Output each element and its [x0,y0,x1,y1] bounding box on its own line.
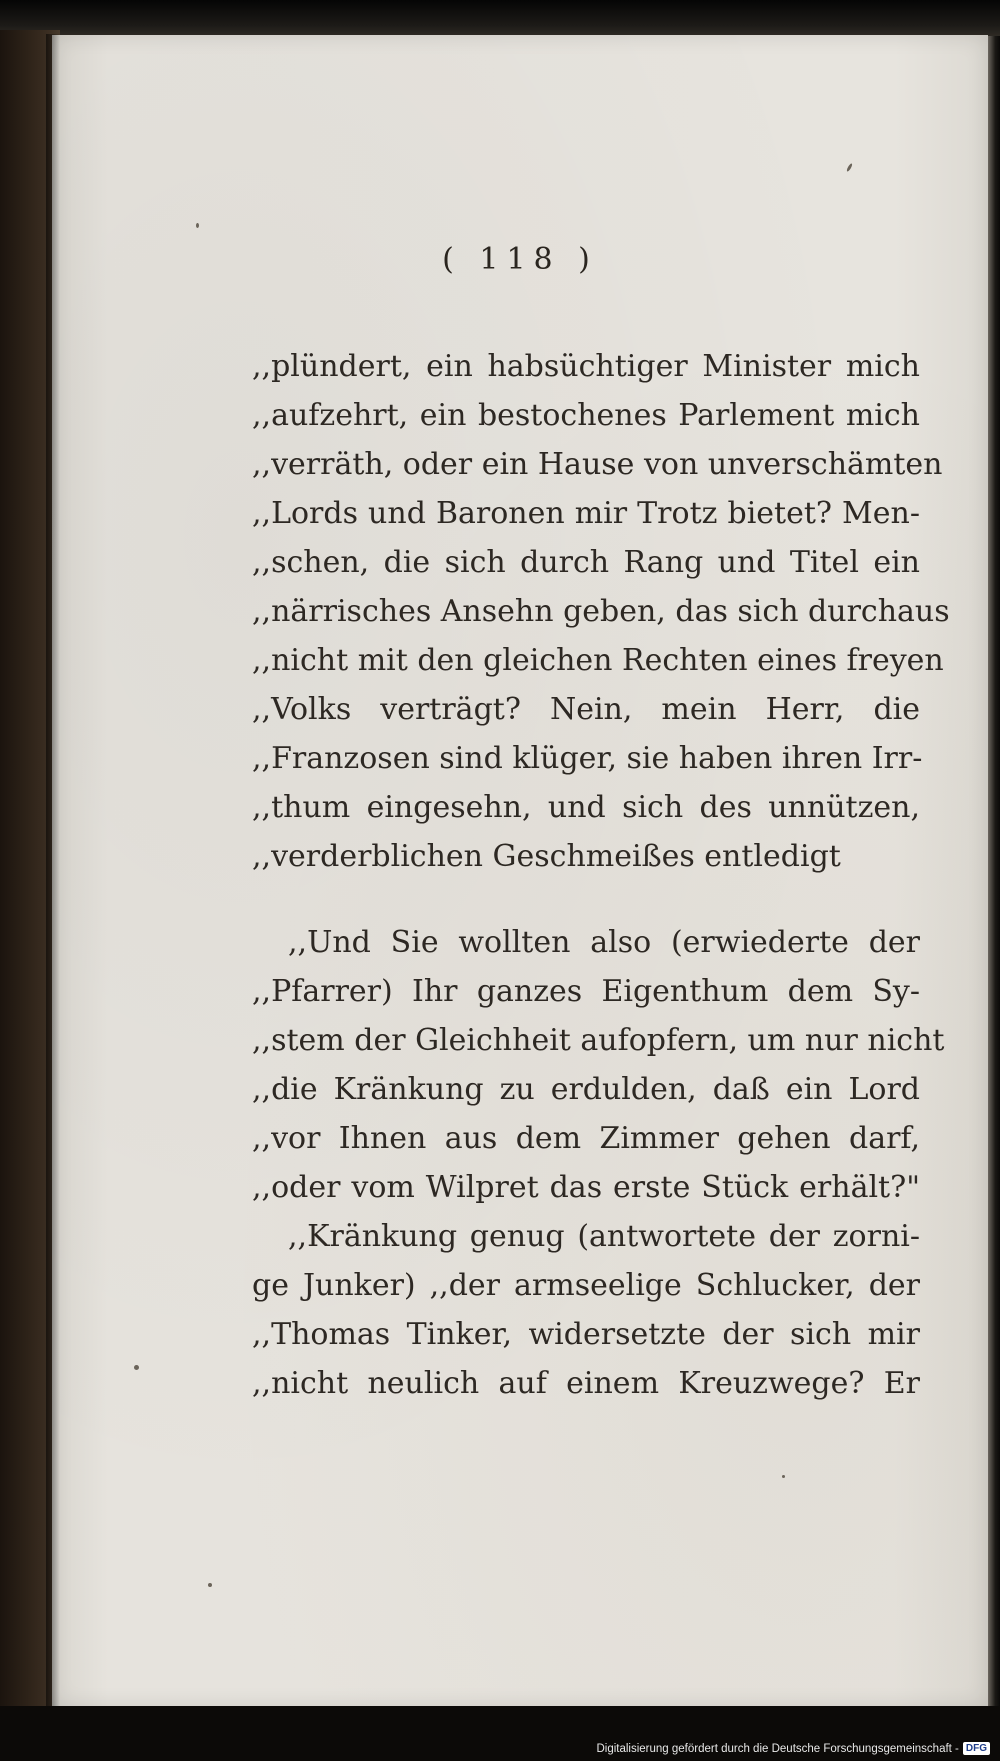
spine-shadow [46,34,60,1714]
text-line: ,,Und Sie wollten also (erwiederte der [288,925,920,960]
text-line: ,,oder vom Wilpret das erste Stück erhält?" [252,1170,920,1205]
paper-speck [782,1475,785,1478]
text-line: ,,närrisches Ansehn geben, das sich durchaus [252,594,950,629]
text-line: ,,schen, die sich durch Rang und Titel ein [252,545,920,580]
text-line: ,,nicht neulich auf einem Kreuzwege? Er [252,1366,920,1401]
text-line: ,,vor Ihnen aus dem Zimmer gehen darf, [252,1121,920,1156]
page-right-edge [988,36,1000,1706]
credit-text: Digitalisierung gefördert durch die Deutsche Forschungsgemeinschaft - [596,1742,959,1755]
text-line: ,,verderblichen Geschmeißes entledigt [252,839,841,874]
text-line: ,,verräth, oder ein Hause von unverschämten [252,447,943,482]
paper-speck [846,163,853,172]
paper-speck [134,1365,139,1370]
text-line: ,,Lords und Baronen mir Trotz bietet? Men- [252,496,920,531]
text-line: ,,plündert, ein habsüchtiger Minister mich [252,349,920,384]
dfg-logo: DFG [963,1742,990,1755]
text-line: ,,die Kränkung zu erdulden, daß ein Lord [252,1072,920,1107]
text-line: ,,Thomas Tinker, widersetzte der sich mir [252,1317,920,1352]
paper-speck [196,223,199,228]
book-page [52,35,988,1707]
page-number: ( 118 ) [442,242,598,277]
digitization-credit [596,1742,990,1755]
text-line: ,,aufzehrt, ein bestochenes Parlement mich [252,398,920,433]
text-line: ge Junker) ,,der armseelige Schlucker, der [252,1268,920,1303]
text-line: ,,stem der Gleichheit aufopfern, um nur nicht [252,1023,945,1058]
text-line: ,,Kränkung genug (antwortete der zorni- [288,1219,920,1254]
text-line: ,,Franzosen sind klüger, sie haben ihren Irr- [252,741,923,776]
paper-speck [208,1583,212,1587]
text-line: ,,thum eingesehn, und sich des unnützen, [252,790,920,825]
text-line: ,,Pfarrer) Ihr ganzes Eigenthum dem Sy- [252,974,920,1009]
text-line: ,,nicht mit den gleichen Rechten eines freyen [252,643,944,678]
text-line: ,,Volks verträgt? Nein, mein Herr, die [252,692,920,727]
scan-top-edge [0,0,1000,36]
